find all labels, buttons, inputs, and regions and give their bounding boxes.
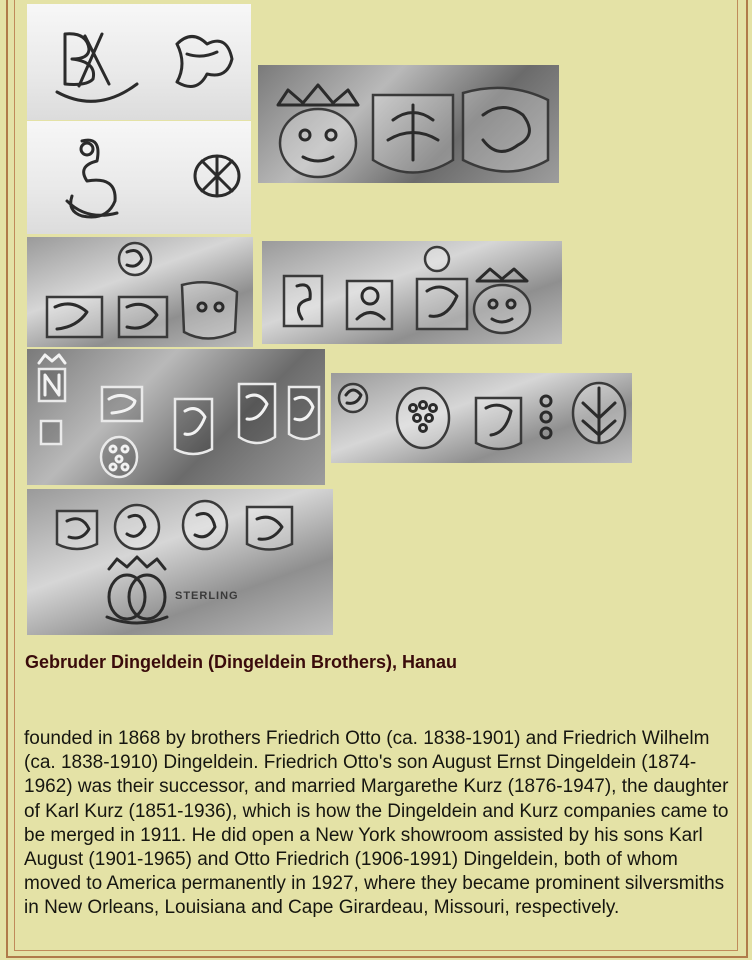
hallmark-marks-graphic-7 <box>331 373 632 463</box>
sterling-stamp: STERLING <box>175 590 239 602</box>
hallmark-marks-graphic-5 <box>262 241 562 344</box>
hallmark-marks-graphic-6 <box>27 349 325 485</box>
hallmark-photo-sterling <box>27 489 333 635</box>
hallmark-photo-dragon-cross <box>27 121 251 234</box>
hallmark-photo-grapes-leaf <box>331 373 632 463</box>
hallmark-marks-graphic <box>27 4 251 120</box>
hallmark-marks-graphic-8 <box>27 489 333 635</box>
hallmark-photo-crowned-n <box>27 349 325 485</box>
hallmark-marks-graphic-3 <box>258 65 559 183</box>
hallmark-photo-crowned-head <box>258 65 559 183</box>
description-paragraph: founded in 1868 by brothers Friedrich Otto (ca. 1838-1901) and Friedrich Wilhelm (ca. 1838-1910) Dingeldein. Friedrich Otto's son August Ernst Dingeldein (1874-1962) was their successor, and married Margarethe Kurz (1876-1947), the daughter of Karl Kurz (1851-1936), which is how the Dingeldein and Kurz companies came to be merged in 1911. He did open a New York showroom assisted by his sons Karl August (1901-1965) and Otto Friedrich (1906-1991) Dingeldein, both of whom moved to America permanently in 1927, where they became prominent silversmiths in New Orleans, Louisiana and Cape Girardeau, Missouri, respectively. <box>24 728 729 919</box>
hallmark-photo-monogram-lion <box>27 4 251 120</box>
page-title: Gebruder Dingeldein (Dingeldein Brothers), Hanau <box>25 652 458 672</box>
hallmark-marks-graphic-4 <box>27 237 253 347</box>
hallmark-marks-graphic-2 <box>27 121 251 234</box>
hallmark-photo-four-marks <box>262 241 562 344</box>
hallmark-photo-three-shields <box>27 237 253 347</box>
